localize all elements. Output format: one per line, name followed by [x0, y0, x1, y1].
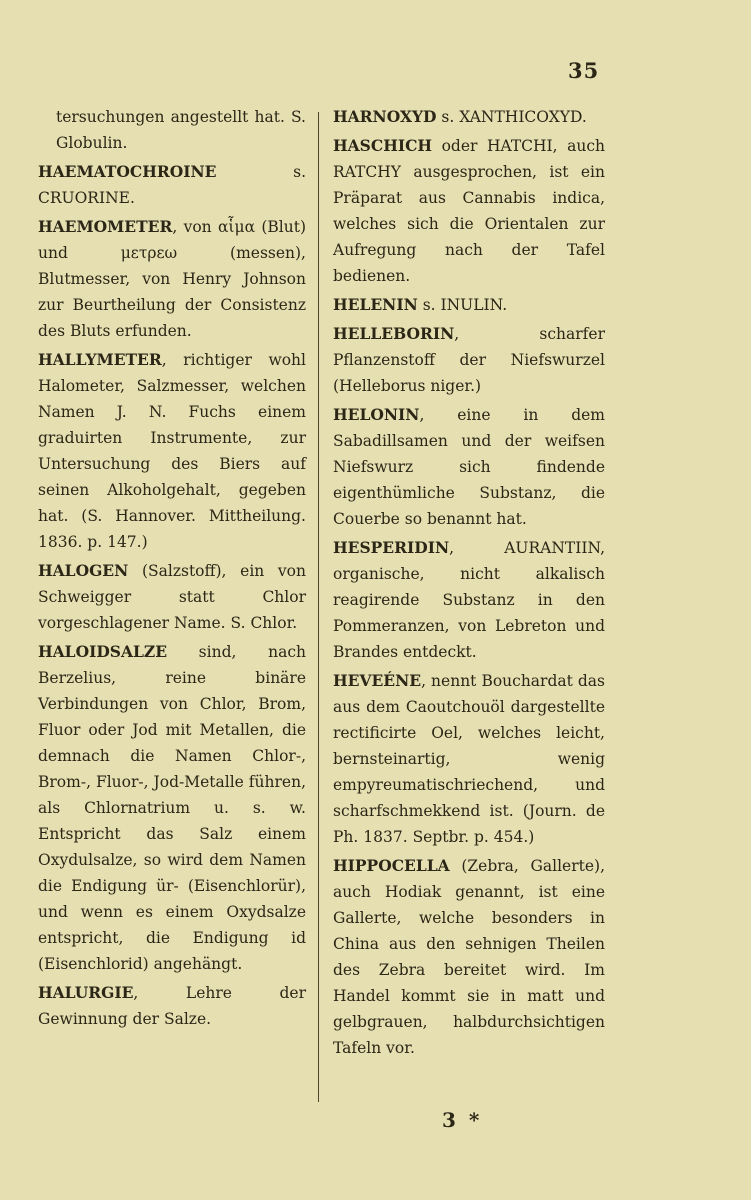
dictionary-entry: HEVEÉNE, nennt Bouchardat das aus dem Caoutchouöl dargestellte rectificirte Oel, welches leicht, bernsteinartig, wenig empyreumatischriechend, und scharfschmekkend ist. (Journ. de Ph. 1837. Septbr. p. 454.) — [333, 671, 605, 846]
dictionary-entry: HARNOXYD s. XANTHICOXYD. — [333, 107, 587, 126]
entry-headword: HALURGIE — [38, 983, 134, 1002]
dictionary-entry: HIPPOCELLA (Zebra, Gallerte), auch Hodiak genannt, ist eine Gallerte, welche besonders in China aus den sehnigen Theilen des Zebra bereitet wird. Im Handel kommt sie in matt und gelbgrauen, halbdurchsichtigen Tafeln vor. — [333, 856, 605, 1057]
dictionary-entry: HALURGIE, Lehre der Gewinnung der Salze. — [38, 983, 306, 1028]
entry-headword: HAEMATOCHROINE — [38, 162, 217, 181]
dictionary-entry: HALLYMETER, richtiger wohl Halometer, Salzmesser, welchen Namen J. N. Fuchs einem graduirten Instrumente, zur Untersuchung des Biers auf seinen Alkoholgehalt, gegeben hat. (S. Hannover. Mittheilung. 1836. p. 147.) — [38, 350, 306, 551]
dictionary-entry: HALOGEN (Salzstoff), ein von Schweigger statt Chlor vorgeschlagener Name. S. Chlor. — [38, 561, 306, 632]
dictionary-entry: HESPERIDIN, AURANTIIN, organische, nicht alkalisch reagirende Substanz in den Pommeranzen, von Lebreton und Brandes entdeckt. — [333, 538, 605, 661]
dictionary-entry: HELENIN s. INULIN. — [333, 295, 508, 314]
entry-headword: HALOIDSALZE — [38, 642, 168, 661]
dictionary-entry: tersuchungen angestellt hat. S. Globulin. — [56, 108, 306, 152]
entry-headword: HALLYMETER — [38, 350, 162, 369]
signature-mark: 3 * — [442, 1108, 483, 1132]
entry-headword: HESPERIDIN — [333, 538, 450, 557]
page-number: 35 — [568, 58, 600, 83]
dictionary-entry: HAEMOMETER, von αἷμα (Blut) und μετρεω (messen), Blutmesser, von Henry Johnson zur Beurtheilung der Consistenz des Bluts erfunden. — [38, 217, 306, 340]
entry-headword: HALOGEN — [38, 561, 129, 580]
entry-headword: HELONIN — [333, 405, 420, 424]
dictionary-entry: HAEMATOCHROINE s. CRUORINE. — [38, 162, 306, 207]
entry-headword: HIPPOCELLA — [333, 856, 450, 875]
entry-headword: HELLEBORIN — [333, 324, 455, 343]
dictionary-entry: HELONIN, eine in dem Sabadillsamen und der weifsen Niefswurz sich findende eigenthümliche Substanz, die Couerbe so benannt hat. — [333, 405, 605, 528]
entry-headword: HAEMOMETER — [38, 217, 173, 236]
entry-headword: HEVEÉNE — [333, 671, 422, 690]
entry-headword: HARNOXYD — [333, 107, 437, 126]
entry-headword: HELENIN — [333, 295, 418, 314]
dictionary-entry: HASCHICH oder HATCHI, auch RATCHY ausgesprochen, ist ein Präparat aus Cannabis indica, welches sich die Orientalen zur Aufregung nach der Tafel bedienen. — [333, 136, 605, 285]
right-column — [333, 104, 605, 1064]
dictionary-entry: HALOIDSALZE sind, nach Berzelius, reine binäre Verbindungen von Chlor, Brom, Fluor oder Jod mit Metallen, die demnach die Namen Chlor-, Brom-, Fluor-, Jod-Metalle führen, als Chlornatrium u. s. w. Entspricht das Salz einem Oxydulsalze, so wird dem Namen die Endigung ür- (Eisenchlorür), und wenn es einem Oxydsalze entspricht, die Endigung id (Eisenchlorid) angehängt. — [38, 642, 306, 973]
column-divider — [318, 112, 319, 1102]
dictionary-entry: HELLEBORIN, scharfer Pflanzenstoff der Niefswurzel (Helleborus niger.) — [333, 324, 605, 395]
entry-headword: HASCHICH — [333, 136, 433, 155]
left-column — [38, 104, 306, 1035]
